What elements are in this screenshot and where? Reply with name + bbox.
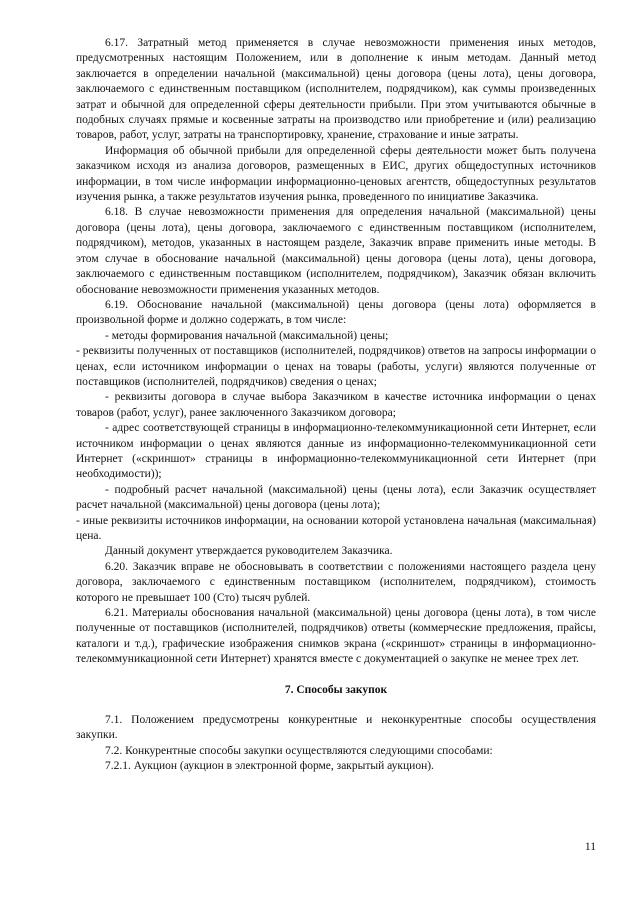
section-title: 7. Способы закупок	[284, 683, 388, 696]
list-item-supplier-responses: - реквизиты полученных от поставщиков (исполнителей, подрядчиков) ответов на запросы информации о ценах, если источником информации о ценах на товары (работы, услуги) являются полученные от поставщиков (исполнителей, подрядчиков) сведения о ценах;	[76, 345, 596, 388]
paragraph-6-20: 6.20. Заказчик вправе не обосновывать в соответствии с положениями настоящего раздела цену договора, заключаемого с единственным поставщиком (исполнителем, подрядчиком), стоимость которого не превышает 100 (Сто) тысяч рублей.	[76, 560, 596, 604]
paragraph-approval: Данный документ утверждается руководителем Заказчика.	[105, 545, 393, 558]
paragraph-6-17: 6.17. Затратный метод применяется в случае невозможности применения иных методов, предусмотренных настоящим Положением, или в дополнение к иным методам. Данный метод заключается в определении начальной (максимальной) цены договора (цены лота), цены договора, заключаемого с единственным поставщиком (исполнителем, подрядчиком), как суммы произведенных затрат и обычной для определенной сферы деятельности прибыли. При этом учитываются обычные в подобных случаях прямые и косвенные затраты на производство или приобретение и (или) реализацию товаров, работ, услуг, затраты на транспортировку, хранение, страхование и иные затраты.	[76, 37, 596, 142]
list-item-internet-page: - адрес соответствующей страницы в информационно-телекоммуникационной сети Интернет, если источником информации о ценах являются данные из информационно-телекоммуникационной сети Интернет («скриншот» страницы в информационно-телекоммуникационной сети Интернет (при необходимости));	[76, 422, 596, 481]
list-item-detailed-calculation: - подробный расчет начальной (максимальной) цены (цены лота), если Заказчик осуществляет расчет начальной (максимальной) цены договора (цены лота);	[76, 483, 596, 512]
list-item-other-sources: - иные реквизиты источников информации, на основании которой установлена начальная (максимальная) цена.	[76, 514, 596, 542]
paragraph-7-1: 7.1. Положением предусмотрены конкурентные и неконкурентные способы осуществления закупки.	[76, 714, 596, 742]
page-content	[76, 36, 596, 775]
paragraph-7-2: 7.2. Конкурентные способы закупки осуществляются следующими способами:	[105, 744, 493, 757]
paragraph-6-21: 6.21. Материалы обоснования начальной (максимальной) цены договора (цены лота), в том числе полученные от поставщиков (исполнителей, подрядчиков) ответы (коммерческие предложения, прайсы, каталоги и т.д.), графические изображения снимков экрана («скриншот» страницы в информационно-телекоммуникационной сети Интернет) хранятся вместе с документацией о закупке не менее трех лет.	[76, 607, 596, 666]
page-number: 11	[584, 841, 596, 853]
list-item-methods: - методы формирования начальной (максимальной) цены;	[105, 329, 389, 342]
list-item-contract-details: - реквизиты договора в случае выбора Заказчиком в качестве источника информации о ценах товаров (работ, услуг), ранее заключенного Заказчиком договора;	[76, 391, 596, 419]
paragraph-7-2-1: 7.2.1. Аукцион (аукцион в электронной форме, закрытый аукцион).	[105, 760, 434, 773]
paragraph-6-19: 6.19. Обоснование начальной (максимальной) цены договора (цены лота) оформляется в произвольной форме и должно содержать, в том числе:	[76, 298, 596, 327]
paragraph-6-18: 6.18. В случае невозможности применения для определения начальной (максимальной) цены договора (цены лота), цены договора, заключаемого с единственным поставщиком (исполнителем, подрядчиком), методов, указанных в настоящем разделе, Заказчик вправе применить иные методы. В этом случае в обоснование начальной (максимальной) цены договора (цены лота), цены договора, заключаемого с единственным поставщиком (исполнителем, подрядчиком), Заказчик обязан включить обоснование невозможности применения указанных методов.	[76, 206, 596, 296]
paragraph-profit-info: Информация об обычной прибыли для определенной сферы деятельности может быть получена заказчиком исходя из анализа договоров, размещенных в ЕИС, других общедоступных источников информации, в том числе информации информационно-ценовых агентств, общедоступных результатов изучения рынка, а также результатов изучения рынка, проведенного по инициативе Заказчика.	[76, 144, 596, 204]
